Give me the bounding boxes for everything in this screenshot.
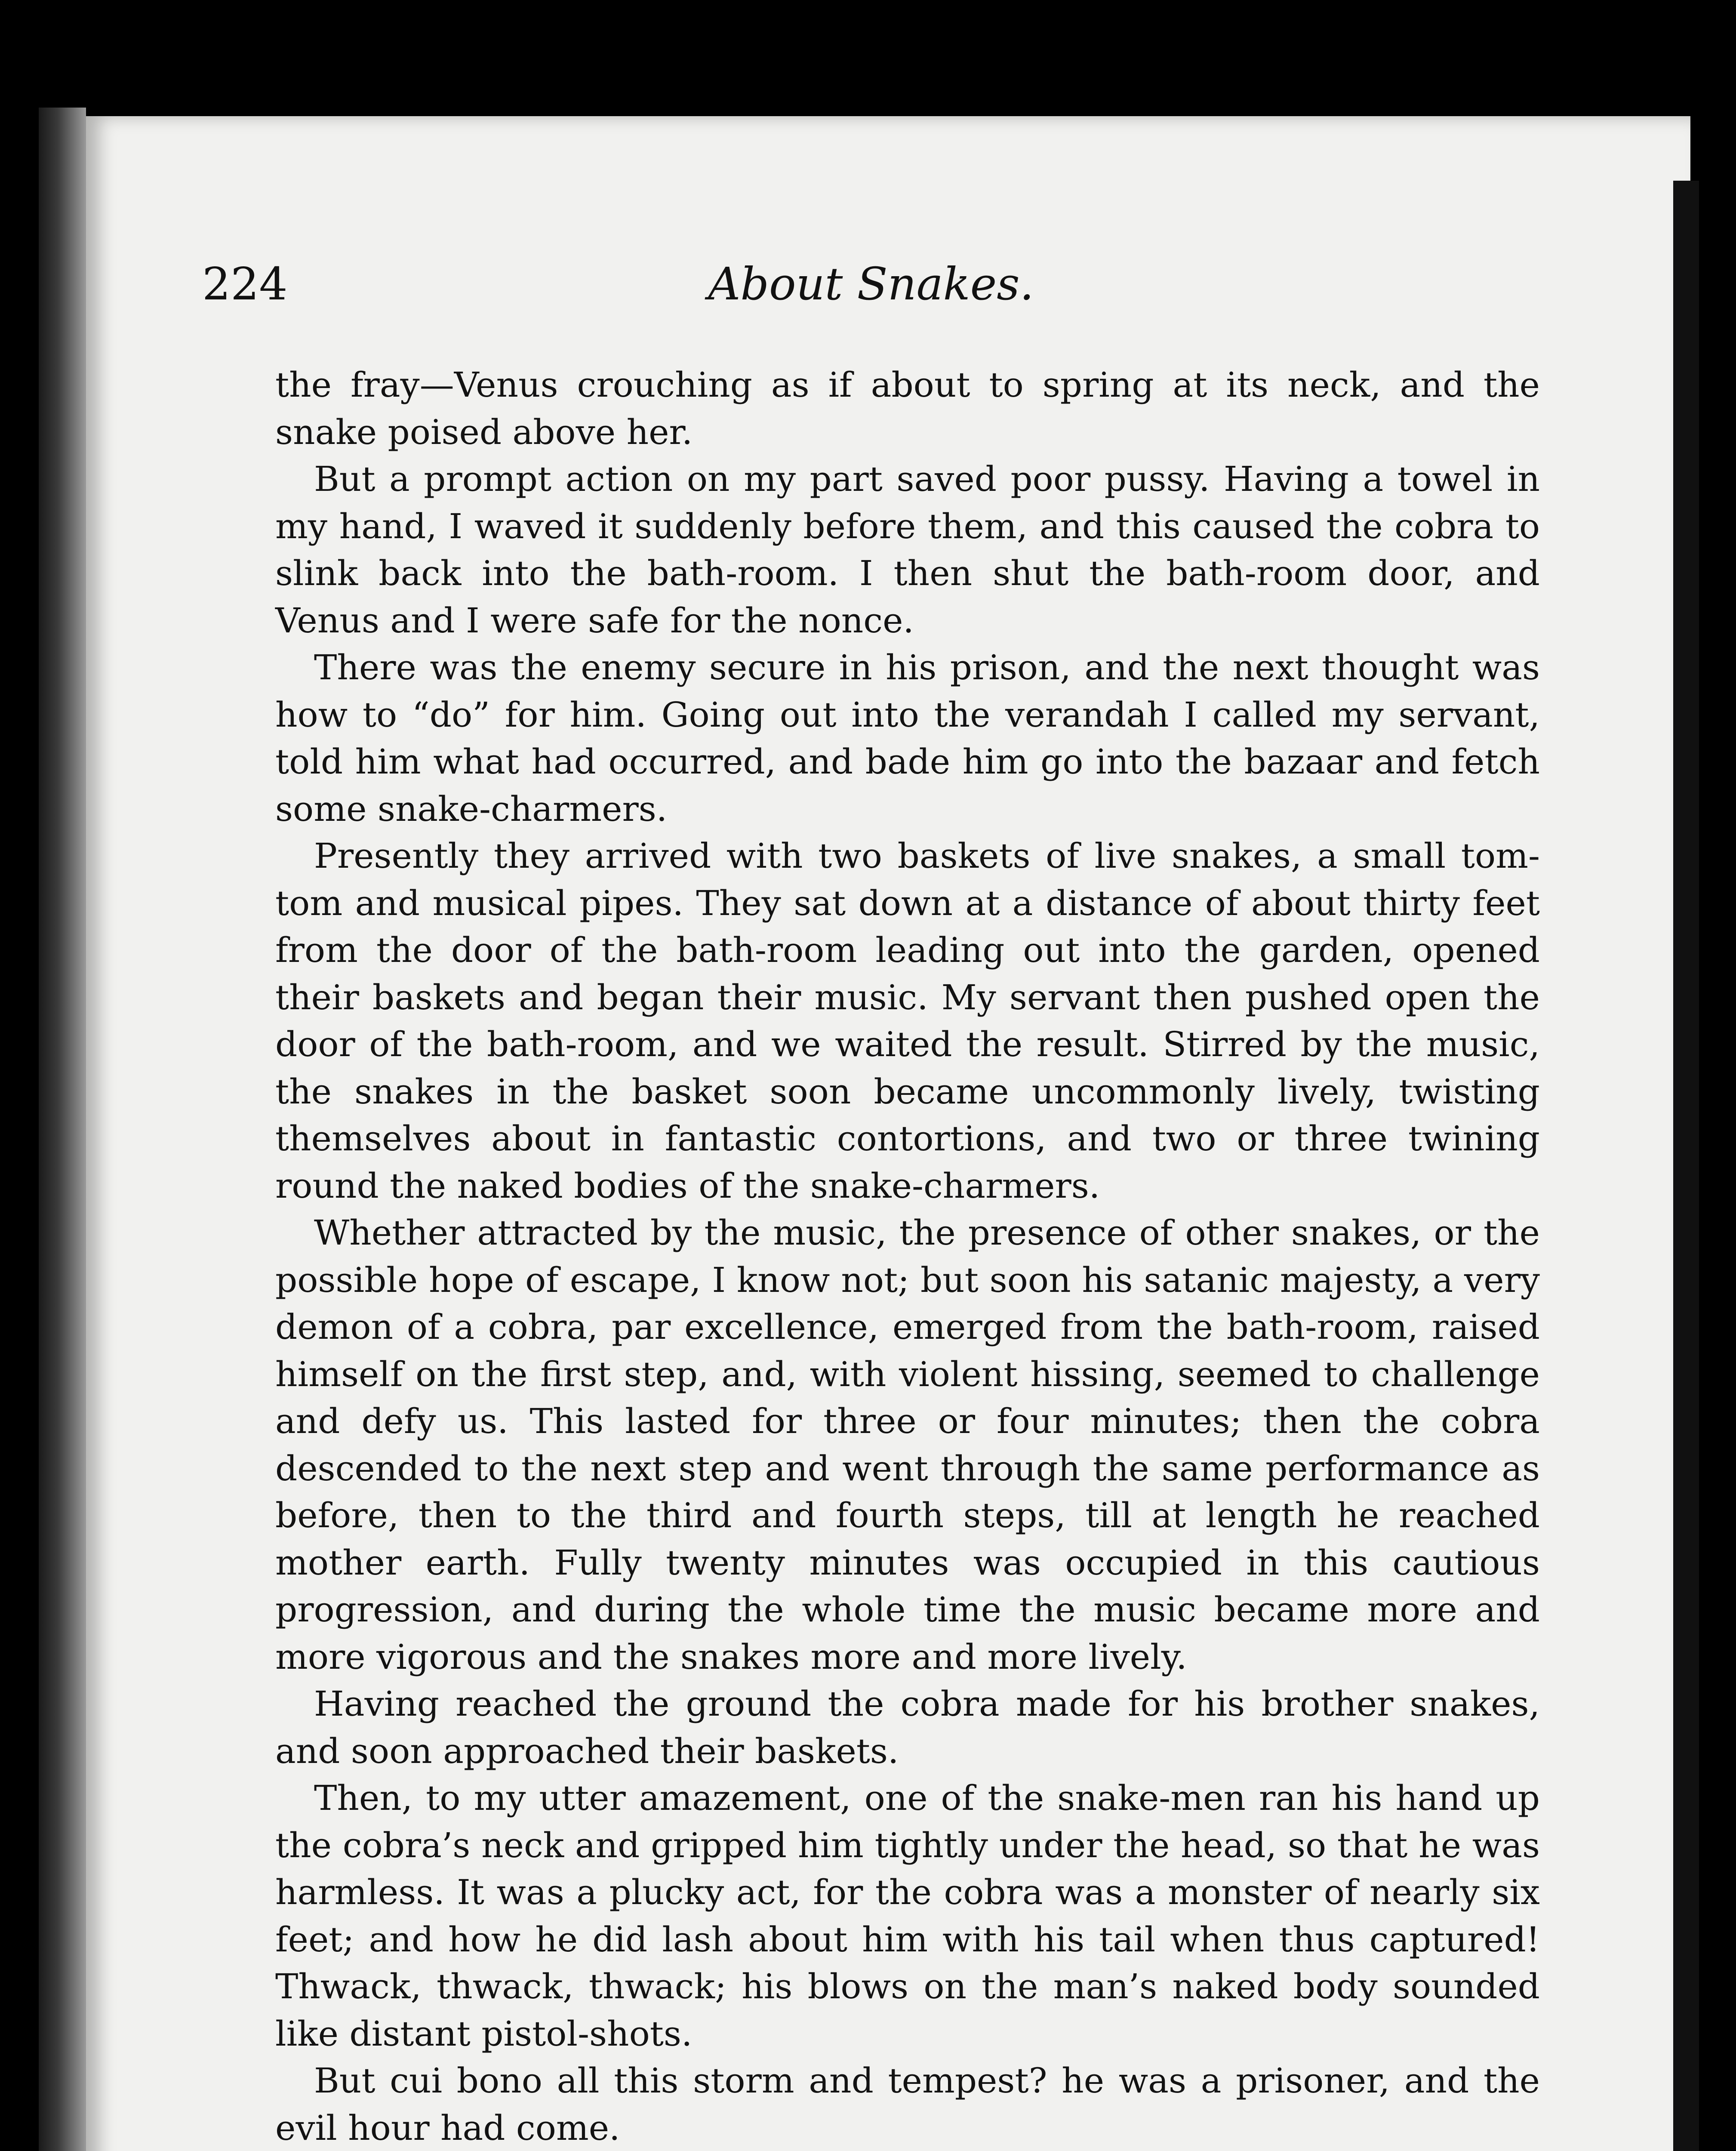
paragraph-4: Presently they arrived with two baskets of live snakes, a small tom-tom and musical pipes. They sat down at a distance of about thirty feet from the door of the bath-room leading out into the garden, opened their baskets and began their music. My servant then pushed open the door of the bath-room, and we waited the result. Stirred by the music, the snakes in the basket soon became uncommonly lively, twisting themselves about in fantastic contortions, and two or three twining round the naked bodies of the snake-charmers. <box>275 836 1540 1206</box>
paragraph-2: But a prompt action on my part saved poor pussy. Having a towel in my hand, I waved it suddenly before them, and this caused the cobra to slink back into the bath-room. I then shut the bath-room door, and Venus and I were safe for the nonce. <box>275 459 1540 641</box>
paragraph-6: Having reached the ground the cobra made for his brother snakes, and soon approached their baskets. <box>275 1684 1540 1771</box>
paragraph-3: There was the enemy secure in his prison, and the next thought was how to “do” for him. Going out into the verandah I called my servant, told him what had occurred, and bade him go into the bazaar and fetch some snake-charmers. <box>275 647 1540 829</box>
paragraph-8: But cui bono all this storm and tempest? he was a prisoner, and the evil hour had come. <box>275 2061 1540 2148</box>
book-spine-shadow <box>39 108 86 2151</box>
page-header <box>202 254 1540 314</box>
paragraph-7: Then, to my utter amazement, one of the snake-men ran his hand up the cobra’s neck and gripped him tightly under the head, so that he was harmless. It was a plucky act, for the cobra was a monster of nearly six feet; and how he did lash about him with his tail when thus captured! Thwack, thwack, thwack; his blows on the man’s naked body sounded like distant pistol-shots. <box>275 1778 1540 2054</box>
body-text <box>275 361 1540 2151</box>
paragraph-5: Whether attracted by the music, the presence of other snakes, or the possible hope of escape, I know not; but soon his satanic majesty, a very demon of a cobra, par excellence, emerged from the bath-room, raised himself on the first step, and, with violent hissing, seemed to challenge and defy us. This lasted for three or four minutes; then the cobra descended to the next step and went through the same performance as before, then to the third and fourth steps, till at length he reached mother earth. Fully twenty minutes was occupied in this cautious progression, and during the whole time the music became more and more vigorous and the snakes more and more lively. <box>275 1213 1540 1677</box>
page-edge-shadow <box>1673 181 1699 2151</box>
paragraph-1: the fray—Venus crouching as if about to spring at its neck, and the snake poised above her. <box>275 365 1540 452</box>
page-number: 224 <box>202 258 288 310</box>
running-title: About Snakes. <box>708 258 1034 310</box>
